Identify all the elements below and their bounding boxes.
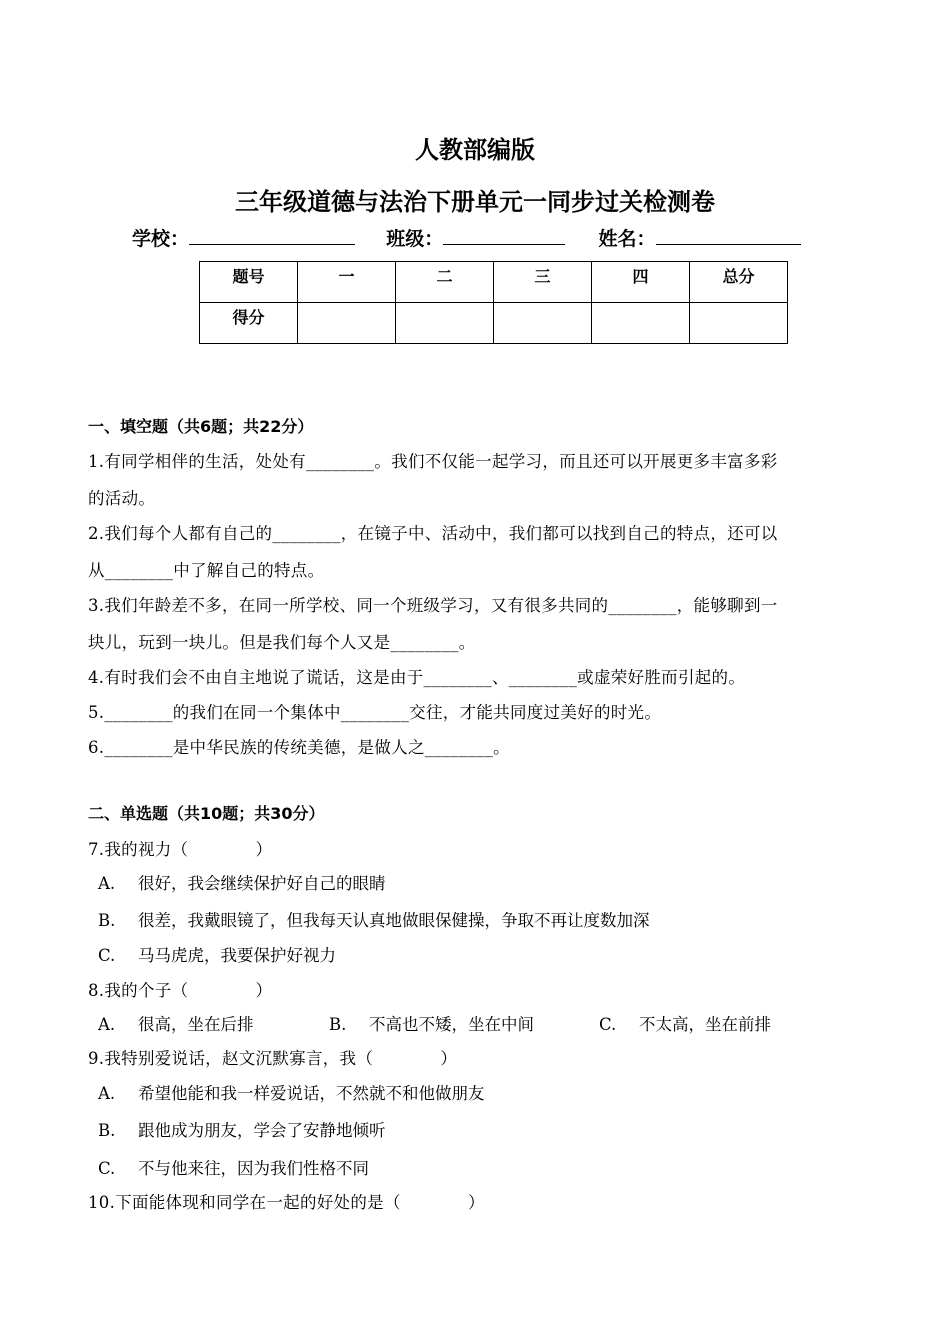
option-text: 很高，坐在后排: [138, 1015, 254, 1034]
score-cell[interactable]: [494, 303, 592, 344]
q9-stem: 9.我特别爱说话，赵文沉默寡言，我（ ）: [88, 1049, 458, 1068]
q7-option-b[interactable]: [98, 907, 650, 931]
question-line: 从________中了解自己的特点。: [88, 561, 325, 580]
score-table-header-row: [200, 262, 788, 303]
option-text: 很差，我戴眼镜了，但我每天认真地做眼保健操，争取不再让度数加深: [138, 911, 650, 930]
option-text: 希望他能和我一样爱说话，不然就不和他做朋友: [138, 1084, 485, 1103]
school-field[interactable]: [189, 226, 355, 245]
publisher-title: 人教部编版: [415, 136, 535, 164]
score-cell[interactable]: [690, 303, 788, 344]
q9-option-c[interactable]: [98, 1155, 369, 1179]
q7-stem: 7.我的视力（ ）: [88, 840, 273, 859]
option-text: 不太高，坐在前排: [639, 1015, 771, 1034]
header-cell: 四: [592, 262, 690, 303]
name-field[interactable]: [656, 226, 801, 245]
question-line: 1.有同学相伴的生活，处处有________。我们不仅能一起学习，而且还可以开展更多丰富多彩: [88, 452, 778, 471]
q10-stem: 10.下面能体现和同学在一起的好处的是（ ）: [88, 1193, 485, 1212]
q9-option-a[interactable]: [98, 1080, 485, 1104]
option-text: 不高也不矮，坐在中间: [369, 1015, 534, 1034]
question-line: 3.我们年龄差不多，在同一所学校、同一个班级学习，又有很多共同的________，能够聊到一: [88, 596, 778, 615]
option-text: 很好，我会继续保护好自己的眼睛: [138, 874, 386, 893]
q8-option-c[interactable]: [599, 1011, 771, 1035]
question-line: 4.有时我们会不由自主地说了谎话，这是由于________、________或虚荣好胜而引起的。: [88, 668, 746, 687]
option-text: 跟他成为朋友，学会了安静地倾听: [138, 1121, 386, 1140]
question-line: 2.我们每个人都有自己的________，在镜子中、活动中，我们都可以找到自己的特点，还可以: [88, 524, 778, 543]
option-key: C.: [98, 946, 116, 965]
question-line: 5.________的我们在同一个集体中________交往，才能共同度过美好的时光。: [88, 703, 662, 722]
header-cell: 总分: [690, 262, 788, 303]
score-cell[interactable]: [592, 303, 690, 344]
q8-option-a[interactable]: [98, 1011, 254, 1035]
option-key: A.: [98, 874, 116, 893]
option-key: B.: [329, 1015, 347, 1034]
class-field[interactable]: [443, 226, 565, 245]
header-cell: 三: [494, 262, 592, 303]
school-label: 学校：: [132, 228, 190, 250]
question-line: 块儿，玩到一块儿。但是我们每个人又是________。: [88, 633, 476, 652]
header-cell: 二: [396, 262, 494, 303]
q7-option-a[interactable]: [98, 870, 386, 894]
option-key: A.: [98, 1084, 116, 1103]
header-cell: 一: [298, 262, 396, 303]
option-key: C.: [599, 1015, 617, 1034]
exam-title: 三年级道德与法治下册单元一同步过关检测卷: [235, 188, 715, 216]
question-line: 6.________是中华民族的传统美德，是做人之________。: [88, 738, 510, 757]
header-cell: 题号: [200, 262, 298, 303]
question-line: 的活动。: [88, 489, 156, 508]
option-text: 马马虎虎，我要保护好视力: [138, 946, 336, 965]
class-label: 班级：: [386, 228, 444, 250]
option-key: B.: [98, 911, 116, 930]
section2-heading: 二、单选题（共10题；共30分）: [88, 804, 325, 823]
name-label: 姓名：: [598, 228, 656, 250]
option-text: 不与他来往，因为我们性格不同: [138, 1159, 369, 1178]
option-key: A.: [98, 1015, 116, 1034]
q7-option-c[interactable]: [98, 942, 336, 966]
score-table: [199, 261, 788, 344]
score-label-cell: 得分: [200, 303, 298, 344]
student-info: [132, 224, 801, 251]
score-cell[interactable]: [298, 303, 396, 344]
section1-heading: 一、填空题（共6题；共22分）: [88, 417, 314, 436]
score-table-score-row: [200, 303, 788, 344]
score-cell[interactable]: [396, 303, 494, 344]
q8-option-b[interactable]: [329, 1011, 534, 1035]
option-key: C.: [98, 1159, 116, 1178]
option-key: B.: [98, 1121, 116, 1140]
q9-option-b[interactable]: [98, 1117, 386, 1141]
q8-stem: 8.我的个子（ ）: [88, 981, 273, 1000]
